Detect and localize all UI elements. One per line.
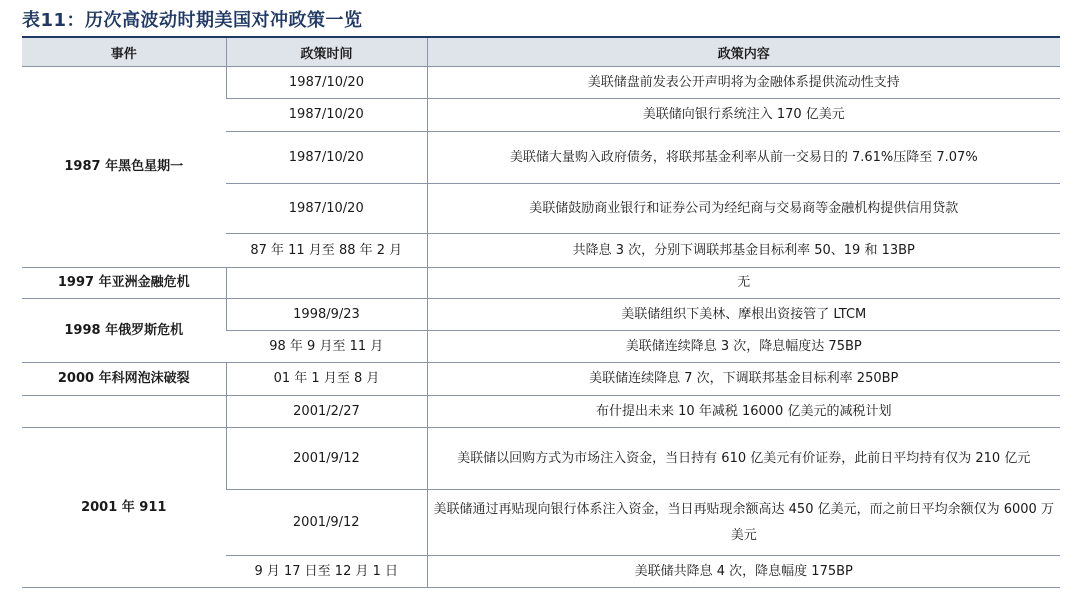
event-cell: 2000 年科网泡沫破裂 [22,363,226,396]
time-cell: 2001/2/27 [226,396,427,428]
time-cell: 2001/9/12 [226,490,427,556]
table-row [22,268,1060,299]
table-row [22,396,1060,428]
content-cell: 美联储大量购入政府债务，将联邦基金利率从前一交易日的 7.61%压降至 7.07% [427,132,1060,184]
time-cell: 01 年 1 月至 8 月 [226,363,427,396]
content-cell: 美联储组织下美林、摩根出资接管了 LTCM [427,299,1060,331]
event-cell: 1987 年黑色星期一 [22,67,226,268]
content-cell: 布什提出未来 10 年减税 16000 亿美元的减税计划 [427,396,1060,428]
time-cell: 1998/9/23 [226,299,427,331]
content-cell: 美联储连续降息 3 次，降息幅度达 75BP [427,331,1060,363]
time-cell: 87 年 11 月至 88 年 2 月 [226,234,427,268]
content-cell: 美联储连续降息 7 次，下调联邦基金目标利率 250BP [427,363,1060,396]
table-row [22,428,1060,490]
time-cell [226,268,427,299]
event-cell [22,396,226,428]
table-row [22,299,1060,331]
header-content: 政策内容 [427,38,1060,67]
table-row [22,67,1060,99]
content-cell: 美联储鼓励商业银行和证券公司为经纪商与交易商等金融机构提供信用贷款 [427,184,1060,234]
time-cell: 1987/10/20 [226,132,427,184]
header-time: 政策时间 [226,38,427,67]
event-cell: 2001 年 911 [22,428,226,588]
policy-table [22,38,1060,588]
content-cell: 美联储以回购方式为市场注入资金，当日持有 610 亿美元有价证券，此前日平均持有仅为 210 亿元 [427,428,1060,490]
time-cell: 1987/10/20 [226,67,427,99]
time-cell: 9 月 17 日至 12 月 1 日 [226,556,427,588]
table-row [22,363,1060,396]
content-cell: 共降息 3 次，分别下调联邦基金目标利率 50、19 和 13BP [427,234,1060,268]
header-row [22,38,1060,67]
time-cell: 1987/10/20 [226,99,427,132]
content-cell: 美联储向银行系统注入 170 亿美元 [427,99,1060,132]
event-cell: 1998 年俄罗斯危机 [22,299,226,363]
content-cell: 美联储通过再贴现向银行体系注入资金，当日再贴现余额高达 450 亿美元，而之前日平均余额仅为 6000 万美元 [427,490,1060,556]
content-cell: 美联储盘前发表公开声明将为金融体系提供流动性支持 [427,67,1060,99]
content-cell: 无 [427,268,1060,299]
table-caption: 表11：历次高波动时期美国对冲政策一览 [22,10,363,31]
time-cell: 2001/9/12 [226,428,427,490]
content-cell: 美联储共降息 4 次，降息幅度 175BP [427,556,1060,588]
time-cell: 98 年 9 月至 11 月 [226,331,427,363]
header-event: 事件 [22,38,226,67]
event-cell: 1997 年亚洲金融危机 [22,268,226,299]
time-cell: 1987/10/20 [226,184,427,234]
